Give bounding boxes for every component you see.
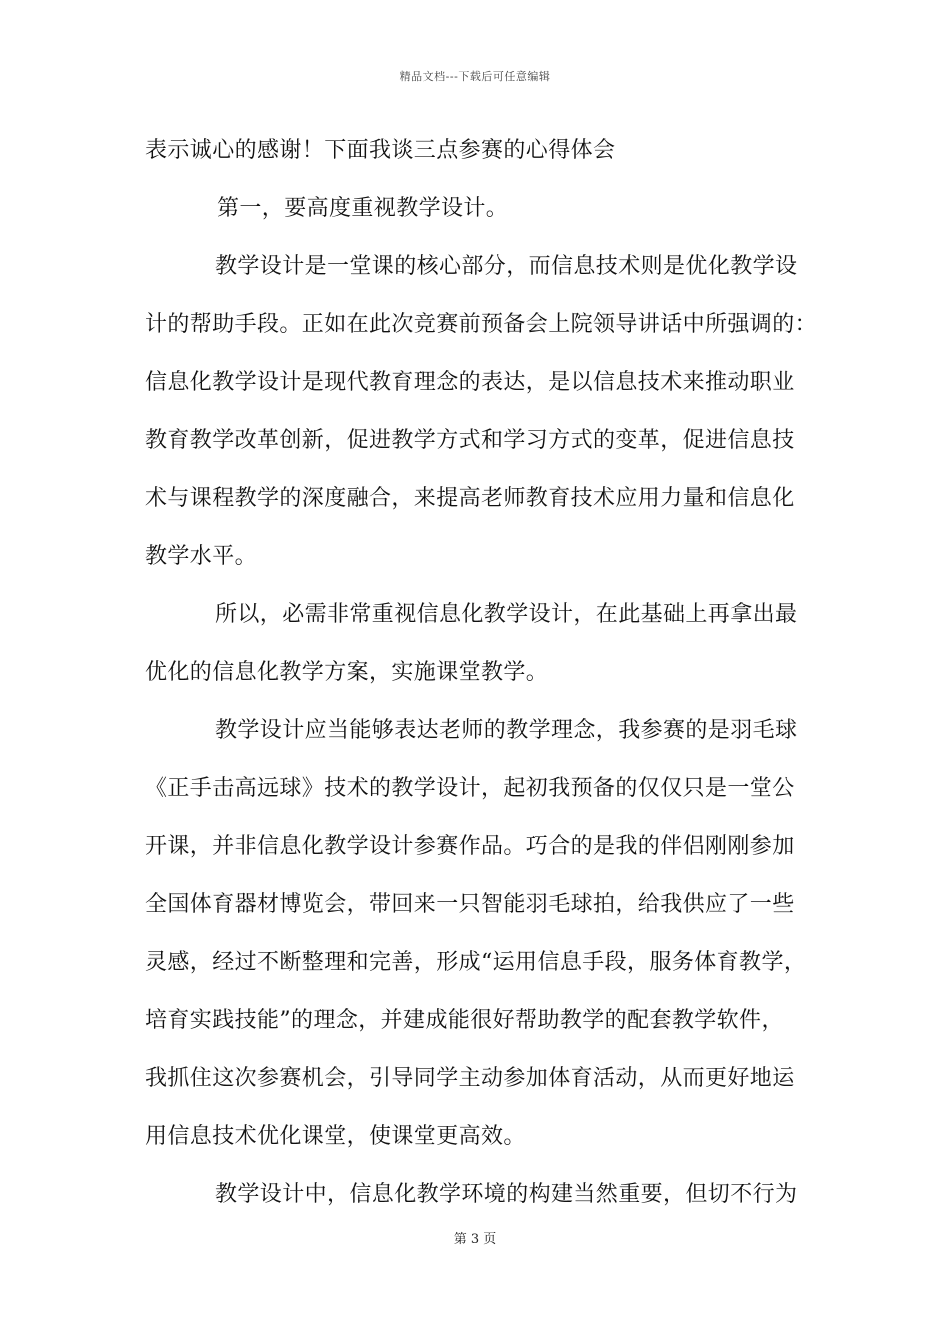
paragraph-line: 《正手击高远球》技术的教学设计，起初我预备的仅仅只是一堂公 <box>145 776 795 801</box>
page-header: 精品文档---下载后可任意编辑 <box>399 70 551 83</box>
paragraph-line: 教学设计应当能够表达老师的教学理念，我参赛的是羽毛球 <box>215 718 798 743</box>
section-heading: 第一，要高度重视教学设计。 <box>217 196 509 221</box>
paragraph-line: 教育教学改革创新，促进教学方式和学习方式的变革，促进信息技 <box>145 428 795 453</box>
paragraph-line: 计的帮助手段。正如在此次竞赛前预备会上院领导讲话中所强调的： <box>145 312 818 337</box>
paragraph-line: 教学水平。 <box>145 544 258 569</box>
paragraph-line: 开课，并非信息化教学设计参赛作品。巧合的是我的伴侣刚刚参加 <box>145 834 795 859</box>
paragraph-line: 表示诚心的感谢！下面我谈三点参赛的心得体会 <box>145 138 616 163</box>
paragraph-line: 信息化教学设计是现代教育理念的表达，是以信息技术来推动职业 <box>145 370 795 395</box>
paragraph-line: 全国体育器材博览会，带回来一只智能羽毛球拍，给我供应了一些 <box>145 892 795 917</box>
paragraph-line: 教学设计是一堂课的核心部分，而信息技术则是优化教学设 <box>215 254 798 279</box>
paragraph-line: 用信息技术优化课堂，使课堂更高效。 <box>145 1124 526 1149</box>
paragraph-line: 灵感，经过不断整理和完善，形成“运用信息手段，服务体育教学， <box>145 950 807 975</box>
paragraph-line: 教学设计中，信息化教学环境的构建当然重要，但切不行为 <box>215 1182 798 1207</box>
paragraph-line: 培育实践技能”的理念，并建成能很好帮助教学的配套教学软件， <box>145 1008 784 1033</box>
paragraph-line: 优化的信息化教学方案，实施课堂教学。 <box>145 660 549 685</box>
paragraph-line: 所以，必需非常重视信息化教学设计，在此基础上再拿出最 <box>215 602 798 627</box>
paragraph-line: 我抓住这次参赛机会，引导同学主动参加体育活动，从而更好地运 <box>145 1066 795 1091</box>
paragraph-line: 术与课程教学的深度融合，来提高老师教育技术应用力量和信息化 <box>145 486 795 511</box>
page-number: 第 3 页 <box>453 1232 497 1247</box>
